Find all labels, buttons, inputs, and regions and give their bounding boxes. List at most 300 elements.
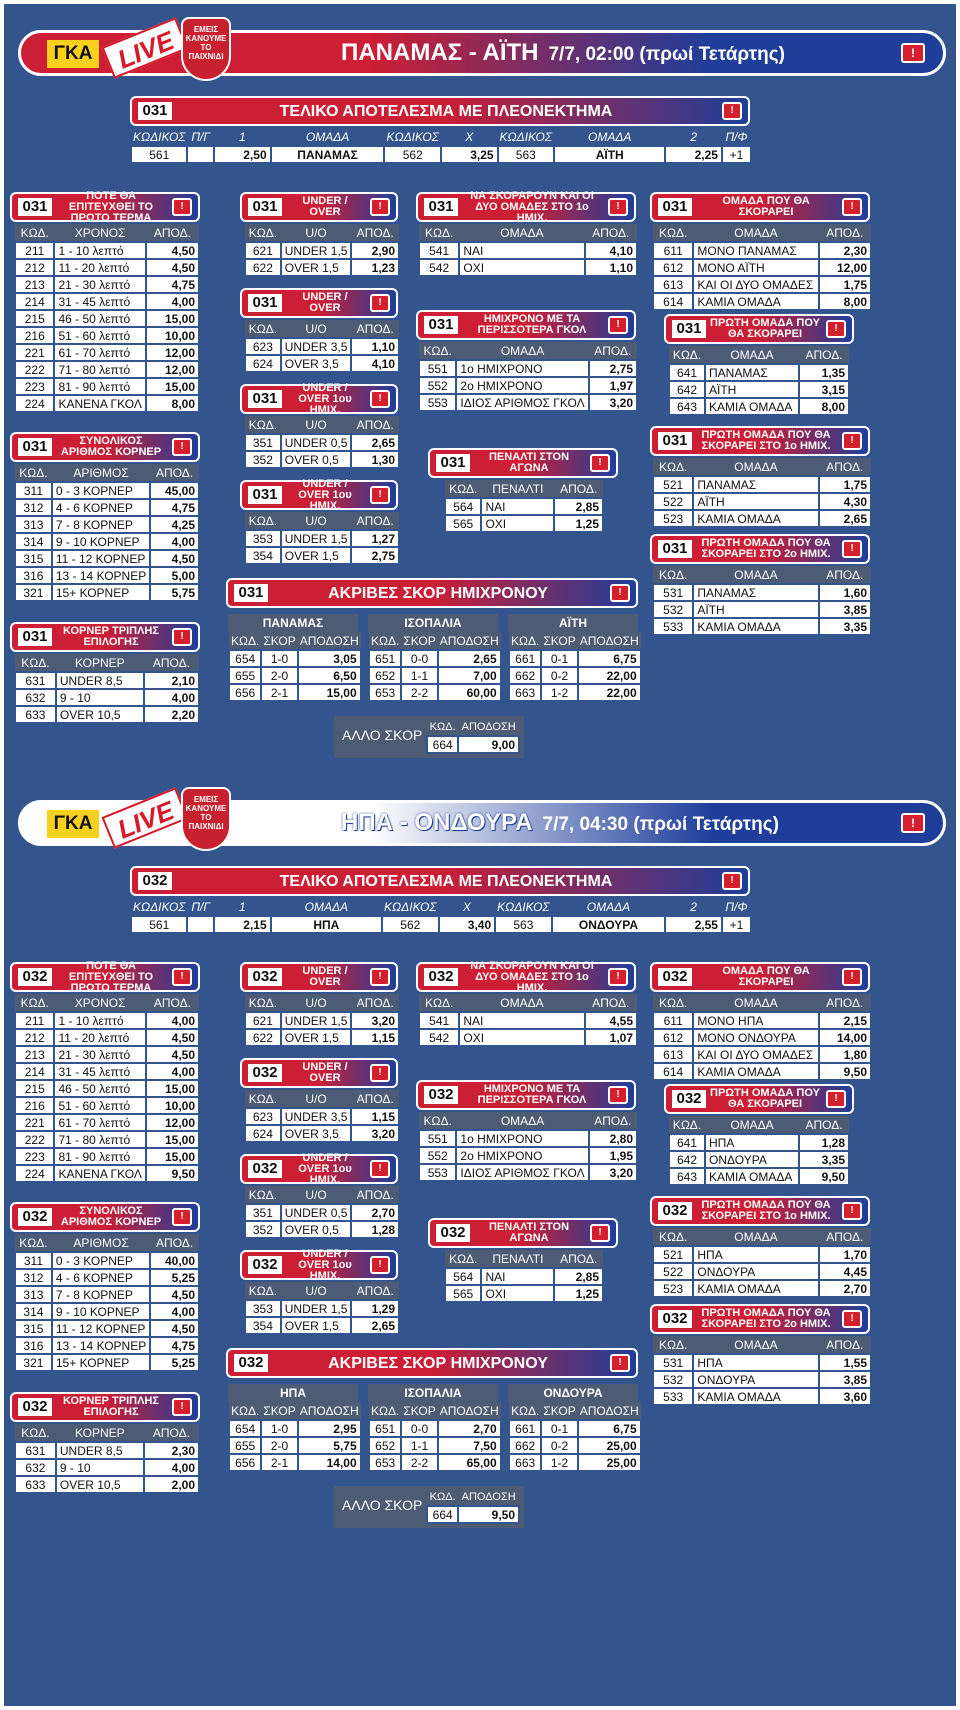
odds-cell[interactable]: 22,00	[578, 667, 641, 684]
info-icon[interactable]: !	[370, 1256, 390, 1274]
odds-cell[interactable]: 65,00	[438, 1454, 501, 1471]
code-cell: 664	[427, 736, 458, 753]
info-icon[interactable]: !	[172, 198, 192, 216]
code-cell: 614	[653, 293, 693, 310]
odds-cell[interactable]: 4,50	[150, 550, 199, 567]
table-header-row	[245, 994, 399, 1012]
odds-cell[interactable]: 1,23	[351, 259, 399, 276]
column-header: ΑΠΟΔ.	[585, 224, 638, 242]
odds-cell[interactable]: 3,20	[589, 1164, 637, 1181]
section-title: ΠΟΤΕ ΘΑ ΕΠΙΤΕΥΧΘΕΙ ΤΟ ΠΡΩΤΟ ΤΕΡΜΑ	[68, 959, 154, 994]
code-cell: 216	[15, 327, 54, 344]
odds-cell[interactable]: 1,07	[585, 1029, 638, 1046]
info-icon[interactable]: !	[842, 540, 862, 558]
odds-cell[interactable]: 15,00	[146, 310, 199, 327]
table-row	[15, 550, 199, 567]
info-icon[interactable]: !	[370, 198, 390, 216]
match-code: 031	[658, 540, 692, 558]
option-cell: ΜΟΝΟ ΟΝΔΟΥΡΑ	[693, 1029, 818, 1046]
info-icon[interactable]: !	[842, 432, 862, 450]
odds-cell[interactable]: 25,00	[578, 1437, 641, 1454]
section-title: ΠΡΩΤΗ ΟΜΑΔΑ ΠΟΥ ΘΑ ΣΚΟΡΑΡΕΙ ΣΤΟ 1ο ΗΜΙΧ.	[701, 429, 831, 452]
odds-cell[interactable]: 2,65	[819, 510, 872, 527]
info-icon[interactable]: !	[370, 968, 390, 986]
section-header	[240, 381, 398, 416]
match-code: 031	[248, 198, 282, 216]
odds-cell[interactable]: 1,30	[351, 451, 399, 468]
odds-cell[interactable]: 4,00	[150, 533, 199, 550]
brand-logo: ΕΜΕΙΣ ΚΑΝΟΥΜΕ ΤΟ ΠΑΙΧΝΙΔΙ	[181, 787, 231, 851]
option-cell: ΝΑΙ	[459, 242, 584, 259]
code-cell: 211	[15, 242, 54, 259]
odds-cell[interactable]: 1,35	[799, 364, 849, 381]
code-cell: 621	[245, 1012, 281, 1029]
column-header: ΧΡΟΝΟΣ	[54, 224, 145, 242]
odds-cell[interactable]: 2,50	[214, 146, 271, 163]
odds-table	[244, 1186, 400, 1239]
option-cell: UNDER 0,5	[281, 1204, 352, 1221]
code-cell: 661	[509, 650, 541, 667]
odds-cell[interactable]: 10,00	[146, 1097, 199, 1114]
odds-cell[interactable]: 9,50	[819, 1063, 872, 1080]
odds-cell[interactable]: 4,00	[146, 1012, 199, 1029]
odds-cell[interactable]: 4,50	[146, 1029, 199, 1046]
odds-cell[interactable]: 9,50	[146, 1165, 199, 1182]
odds-cell[interactable]: 2,65	[438, 650, 501, 667]
info-icon[interactable]: !	[722, 872, 742, 890]
match-section	[4, 774, 956, 1614]
odds-cell[interactable]: 15,00	[146, 1131, 199, 1148]
odds-cell[interactable]: 1,10	[585, 259, 638, 276]
odds-cell[interactable]: 4,10	[585, 242, 638, 259]
odds-cell[interactable]: 1,55	[819, 1354, 872, 1371]
odds-cell[interactable]: 15,00	[146, 1148, 199, 1165]
odds-table	[244, 1090, 400, 1143]
odds-cell[interactable]: 3,60	[819, 1388, 872, 1405]
info-icon[interactable]: !	[901, 813, 925, 833]
table-row	[229, 684, 361, 701]
odds-cell[interactable]: 9,50	[799, 1168, 849, 1185]
option-cell: 2-0	[261, 667, 297, 684]
odds-cell[interactable]: 3,20	[351, 1012, 399, 1029]
odds-cell[interactable]: 25,00	[578, 1454, 641, 1471]
column-header: ΑΠΟΔ.	[144, 1424, 199, 1442]
table-header-row	[653, 1228, 871, 1246]
column-header: ΚΩΔ.	[669, 346, 705, 364]
odds-cell[interactable]: 2,95	[298, 1420, 361, 1437]
table-row	[15, 361, 199, 378]
odds-cell[interactable]: 1,28	[351, 1221, 399, 1238]
code-cell: 216	[15, 1097, 54, 1114]
table-row	[15, 293, 199, 310]
section-title: ΟΜΑΔΑ ΠΟΥ ΘΑ ΣΚΟΡΑΡΕΙ	[722, 965, 810, 988]
info-icon[interactable]: !	[608, 968, 628, 986]
odds-cell[interactable]: 2,85	[554, 1268, 603, 1285]
odds-cell[interactable]: 2,85	[554, 498, 603, 515]
odds-cell[interactable]: 7,50	[438, 1437, 501, 1454]
table-row	[653, 1046, 871, 1063]
odds-cell[interactable]: 1,25	[554, 1285, 603, 1302]
table-header-row	[245, 320, 399, 338]
column-header: ΣΚΟΡ	[401, 1402, 437, 1420]
odds-cell[interactable]: 3,20	[589, 394, 637, 411]
match-teams: ΠΑΝΑΜΑΣ - ΑΪΤΗ	[341, 39, 539, 66]
option-cell: UNDER 1,5	[281, 1300, 352, 1317]
odds-cell[interactable]: 5,75	[150, 584, 199, 601]
odds-cell[interactable]: 2,75	[351, 547, 399, 564]
section-title: ΠΡΩΤΗ ΟΜΑΔΑ ΠΟΥ ΘΑ ΣΚΟΡΑΡΕΙ	[710, 317, 820, 340]
odds-cell[interactable]: 14,00	[298, 1454, 361, 1471]
odds-cell[interactable]: 7,00	[438, 667, 501, 684]
section-header	[240, 962, 398, 992]
section-title: UNDER / OVER	[302, 291, 348, 314]
table-row	[15, 499, 199, 516]
odds-cell[interactable]: 4,00	[146, 293, 199, 310]
odds-cell[interactable]: 5,00	[150, 567, 199, 584]
odds-cell[interactable]: 1,10	[351, 338, 399, 355]
odds-cell[interactable]: 15,00	[298, 684, 361, 701]
odds-cell[interactable]: 4,50	[150, 1286, 199, 1303]
table-row	[419, 360, 637, 377]
column-header: ΟΜΑΔΑ	[305, 129, 350, 144]
table-header-row	[229, 632, 361, 650]
code-cell: 351	[245, 434, 281, 451]
score-group-header: ΠΑΝΑΜΑΣ	[228, 614, 358, 632]
odds-cell[interactable]: 4,45	[819, 1263, 872, 1280]
info-icon[interactable]: !	[370, 1064, 390, 1082]
table-header-row	[653, 224, 871, 242]
odds-cell[interactable]: 1,95	[589, 1147, 637, 1164]
page	[4, 4, 956, 1706]
info-icon[interactable]: !	[590, 1224, 610, 1242]
odds-cell[interactable]: 2,70	[819, 1280, 872, 1297]
table-row	[245, 434, 399, 451]
option-cell: 21 - 30 λεπτό	[54, 276, 145, 293]
odds-cell[interactable]: 3,35	[799, 1151, 849, 1168]
odds-cell[interactable]: 6,50	[298, 667, 361, 684]
odds-cell[interactable]: 3,15	[799, 381, 849, 398]
column-header: ΑΠΟΔ.	[351, 320, 399, 338]
info-icon[interactable]: !	[370, 390, 390, 408]
section-header	[10, 1202, 200, 1232]
odds-cell[interactable]: 10,00	[146, 327, 199, 344]
score-group-header: ΟΝΔΟΥΡΑ	[508, 1384, 638, 1402]
code-cell: 541	[419, 242, 459, 259]
option-cell: 0-0	[401, 650, 437, 667]
option-cell: 21 - 30 λεπτό	[54, 1046, 145, 1063]
column-header: ΚΩΔ.	[419, 224, 459, 242]
odds-cell[interactable]: 3,35	[819, 618, 872, 635]
info-icon[interactable]: !	[842, 198, 862, 216]
odds-cell[interactable]: 1,28	[799, 1134, 849, 1151]
option-cell: ΠΑΝΑΜΑΣ	[693, 476, 818, 493]
odds-cell[interactable]: 4,50	[146, 242, 199, 259]
column-header: ΟΜΑΔΑ	[693, 458, 818, 476]
column-header: U/O	[281, 224, 352, 242]
odds-cell[interactable]: 4,50	[146, 1046, 199, 1063]
info-icon[interactable]: !	[610, 1354, 630, 1372]
column-header: ΚΩΔ.	[15, 654, 56, 672]
odds-cell[interactable]: 9,50	[458, 1506, 519, 1523]
info-icon[interactable]: !	[826, 320, 846, 338]
option-cell: ΑΪΤΗ	[693, 493, 818, 510]
table-row	[15, 242, 199, 259]
table-row	[15, 276, 199, 293]
option-cell: 1-2	[541, 1454, 577, 1471]
odds-cell[interactable]: 2,15	[819, 1012, 872, 1029]
table-header-row	[419, 1112, 637, 1130]
code-cell: 314	[15, 1303, 52, 1320]
info-icon[interactable]: !	[370, 486, 390, 504]
odds-cell[interactable]: 4,50	[146, 259, 199, 276]
odds-cell[interactable]: 3,85	[819, 1371, 872, 1388]
odds-cell[interactable]: 1,60	[819, 584, 872, 601]
column-header: ΑΠΟΔ.	[351, 994, 399, 1012]
main-result-table	[130, 128, 752, 164]
column-header: U/O	[281, 416, 352, 434]
info-icon[interactable]: !	[172, 1208, 192, 1226]
column-header: ΚΩΔΙΚΟΣ	[497, 899, 550, 914]
odds-cell[interactable]: 8,00	[819, 293, 872, 310]
odds-cell[interactable]: 5,25	[150, 1269, 199, 1286]
column-header: X	[462, 899, 471, 914]
odds-cell[interactable]: 2,70	[438, 1420, 501, 1437]
code-cell: 542	[419, 1029, 459, 1046]
odds-cell[interactable]: 4,00	[150, 1303, 199, 1320]
odds-cell[interactable]: 4,30	[819, 493, 872, 510]
info-icon[interactable]: !	[172, 1398, 192, 1416]
code-cell: 531	[653, 1354, 693, 1371]
info-icon[interactable]: !	[172, 438, 192, 456]
info-icon[interactable]: !	[608, 1086, 628, 1104]
odds-cell[interactable]: 40,00	[150, 1252, 199, 1269]
odds-cell[interactable]: 15,00	[146, 378, 199, 395]
info-icon[interactable]: !	[842, 1310, 862, 1328]
odds-cell[interactable]: 2,30	[144, 1442, 199, 1459]
code-cell: 532	[653, 601, 693, 618]
odds-cell[interactable]: 4,00	[144, 1459, 199, 1476]
odds-table	[244, 1282, 400, 1335]
odds-table	[444, 1250, 604, 1303]
table-header-row	[369, 632, 501, 650]
odds-cell[interactable]: 1,15	[351, 1108, 399, 1125]
match-code: 032	[424, 968, 458, 986]
odds-cell[interactable]: 3,25	[441, 146, 498, 163]
table-header-row	[369, 1402, 501, 1420]
table-row	[653, 1246, 871, 1263]
odds-cell[interactable]: 1,97	[589, 377, 637, 394]
option-cell: ΑΪΤΗ	[705, 381, 799, 398]
odds-cell[interactable]: 1,27	[351, 530, 399, 547]
odds-cell[interactable]: 12,00	[146, 1114, 199, 1131]
table-row	[245, 1317, 399, 1334]
odds-table	[418, 1112, 638, 1182]
match-code: 032	[424, 1086, 458, 1104]
section-title: UNDER / OVER 1ου ΗΜΙΧ.	[298, 1247, 352, 1282]
column-header: ΑΠΟΔ.	[819, 994, 872, 1012]
column-header: ΚΩΔ.	[15, 224, 54, 242]
table-row	[131, 916, 751, 933]
code-cell: 655	[229, 1437, 261, 1454]
column-header: ΚΩΔ.	[245, 1090, 281, 1108]
info-icon[interactable]: !	[610, 584, 630, 602]
table-row	[509, 650, 641, 667]
odds-cell[interactable]: 4,50	[150, 1320, 199, 1337]
option-cell: 4 - 6 ΚΟΡΝΕΡ	[52, 1269, 150, 1286]
odds-cell[interactable]: 2,80	[589, 1130, 637, 1147]
column-header: ΚΩΔ.	[653, 224, 693, 242]
section-title: UNDER / OVER	[302, 965, 348, 988]
info-icon[interactable]: !	[901, 43, 925, 63]
code-cell: 551	[419, 360, 456, 377]
section-header	[416, 959, 636, 994]
odds-cell[interactable]: 5,75	[298, 1437, 361, 1454]
info-icon[interactable]: !	[842, 968, 862, 986]
column-header: ΑΠΟΔ.	[150, 464, 199, 482]
column-header: ΑΠΟΔ.	[589, 1112, 637, 1130]
odds-cell[interactable]: 2,70	[351, 1204, 399, 1221]
odds-cell[interactable]: 4,10	[351, 355, 399, 372]
odds-cell[interactable]: 3,85	[819, 601, 872, 618]
odds-cell[interactable]: 4,75	[146, 276, 199, 293]
option-cell: 2-0	[261, 1437, 297, 1454]
odds-cell[interactable]: 1,70	[819, 1246, 872, 1263]
table-row	[245, 530, 399, 547]
info-icon[interactable]: !	[842, 1202, 862, 1220]
odds-cell[interactable]: 4,00	[146, 1063, 199, 1080]
odds-cell[interactable]: 2,00	[144, 1476, 199, 1493]
info-icon[interactable]: !	[370, 294, 390, 312]
code-cell: 643	[669, 398, 705, 415]
odds-cell[interactable]: 2,75	[589, 360, 637, 377]
column-header: ΠΕΝΑΛΤΙ	[481, 480, 554, 498]
section-header	[240, 1058, 398, 1088]
odds-cell[interactable]: 12,00	[146, 361, 199, 378]
option-cell: ΟΝΔΟΥΡΑ	[693, 1263, 818, 1280]
odds-cell[interactable]: 3,05	[298, 650, 361, 667]
table-row	[15, 1063, 199, 1080]
odds-cell[interactable]: 6,75	[578, 650, 641, 667]
odds-cell[interactable]: 2,20	[144, 706, 199, 723]
odds-cell[interactable]: 1,15	[351, 1029, 399, 1046]
section-title: ΠΡΩΤΗ ΟΜΑΔΑ ΠΟΥ ΘΑ ΣΚΟΡΑΡΕΙ ΣΤΟ 2ο ΗΜΙΧ.	[701, 537, 831, 560]
table-row	[653, 493, 871, 510]
odds-cell[interactable]: 15,00	[146, 1080, 199, 1097]
odds-cell[interactable]: 1,75	[819, 276, 872, 293]
info-icon[interactable]: !	[590, 454, 610, 472]
odds-cell[interactable]: 45,00	[150, 482, 199, 499]
code-cell: 521	[653, 476, 693, 493]
table-row	[369, 1454, 501, 1471]
table-header-row	[653, 1336, 871, 1354]
odds-cell[interactable]: 2,30	[819, 242, 872, 259]
code-cell: 532	[653, 1371, 693, 1388]
column-header: 2	[690, 129, 697, 144]
info-icon[interactable]: !	[722, 102, 742, 120]
table-row	[245, 1204, 399, 1221]
odds-cell[interactable]: 1,25	[554, 515, 603, 532]
odds-cell[interactable]: 4,75	[150, 499, 199, 516]
option-cell: OVER 0,5	[281, 1221, 352, 1238]
section-title: UNDER / OVER	[302, 1061, 348, 1084]
column-header: ΑΠΟΔΟΣΗ	[298, 632, 361, 650]
option-cell: 11 - 12 ΚΟΡΝΕΡ	[52, 550, 150, 567]
table-row	[15, 378, 199, 395]
odds-cell[interactable]: 12,00	[146, 344, 199, 361]
option-cell: 31 - 45 λεπτό	[54, 293, 145, 310]
code-cell: 614	[653, 1063, 693, 1080]
odds-cell[interactable]: 22,00	[578, 684, 641, 701]
section-header	[240, 1247, 398, 1282]
info-icon[interactable]: !	[608, 316, 628, 334]
option-cell: 9 - 10	[56, 1459, 144, 1476]
odds-cell[interactable]: 2,65	[351, 434, 399, 451]
column-header: U/O	[281, 1282, 352, 1300]
odds-cell[interactable]: 2,25	[665, 146, 722, 163]
option-cell: ΚΑΝΕΝΑ ΓΚΟΛ	[54, 395, 145, 412]
table-header-row	[245, 224, 399, 242]
info-icon[interactable]: !	[826, 1090, 846, 1108]
odds-cell[interactable]: 2,90	[351, 242, 399, 259]
table-row	[15, 395, 199, 412]
odds-cell[interactable]: 4,25	[150, 516, 199, 533]
odds-cell[interactable]: 1,75	[819, 476, 872, 493]
table-row	[669, 1168, 849, 1185]
match-code: 031	[18, 628, 52, 646]
match-code: 032	[248, 1064, 282, 1082]
odds-cell[interactable]: 8,00	[799, 398, 849, 415]
code-cell: 633	[15, 1476, 56, 1493]
odds-cell[interactable]: 2,55	[665, 916, 722, 933]
odds-cell[interactable]: 4,75	[150, 1337, 199, 1354]
odds-cell[interactable]: 4,55	[585, 1012, 638, 1029]
odds-cell[interactable]: 60,00	[438, 684, 501, 701]
main-cell: 562	[382, 916, 438, 933]
other-score-label: ΑΛΛΟ ΣΚΟΡ	[342, 727, 423, 743]
column-header: ΟΜΑΔΑ	[693, 1228, 818, 1246]
odds-cell[interactable]: 3,20	[351, 1125, 399, 1142]
match-code: 032	[248, 1256, 282, 1274]
info-icon[interactable]: !	[172, 628, 192, 646]
info-icon[interactable]: !	[172, 968, 192, 986]
odds-cell[interactable]: 6,75	[578, 1420, 641, 1437]
odds-cell[interactable]: 4,00	[144, 689, 199, 706]
odds-cell[interactable]: 2,65	[351, 1317, 399, 1334]
code-cell: 552	[419, 1147, 456, 1164]
column-header: ΟΜΑΔΑ	[693, 1336, 818, 1354]
odds-cell[interactable]: 2,10	[144, 672, 199, 689]
code-cell: 662	[509, 667, 541, 684]
column-header: ΚΩΔ.	[245, 320, 281, 338]
info-icon[interactable]: !	[370, 1160, 390, 1178]
table-row	[419, 242, 637, 259]
score-group-header: ΑΪΤΗ	[508, 614, 638, 632]
code-cell: 612	[653, 1029, 693, 1046]
table-row	[15, 584, 199, 601]
odds-cell[interactable]: 5,25	[150, 1354, 199, 1371]
odds-cell[interactable]: 1,80	[819, 1046, 872, 1063]
odds-cell[interactable]: 12,00	[819, 259, 872, 276]
odds-cell[interactable]: 2,15	[214, 916, 271, 933]
info-icon[interactable]: !	[608, 198, 628, 216]
odds-cell[interactable]: 9,00	[458, 736, 519, 753]
odds-cell[interactable]: 3,40	[439, 916, 496, 933]
odds-cell[interactable]: 1,29	[351, 1300, 399, 1317]
odds-cell[interactable]: 14,00	[819, 1029, 872, 1046]
odds-cell[interactable]: 8,00	[146, 395, 199, 412]
table-row	[245, 1029, 399, 1046]
table-row	[669, 381, 849, 398]
